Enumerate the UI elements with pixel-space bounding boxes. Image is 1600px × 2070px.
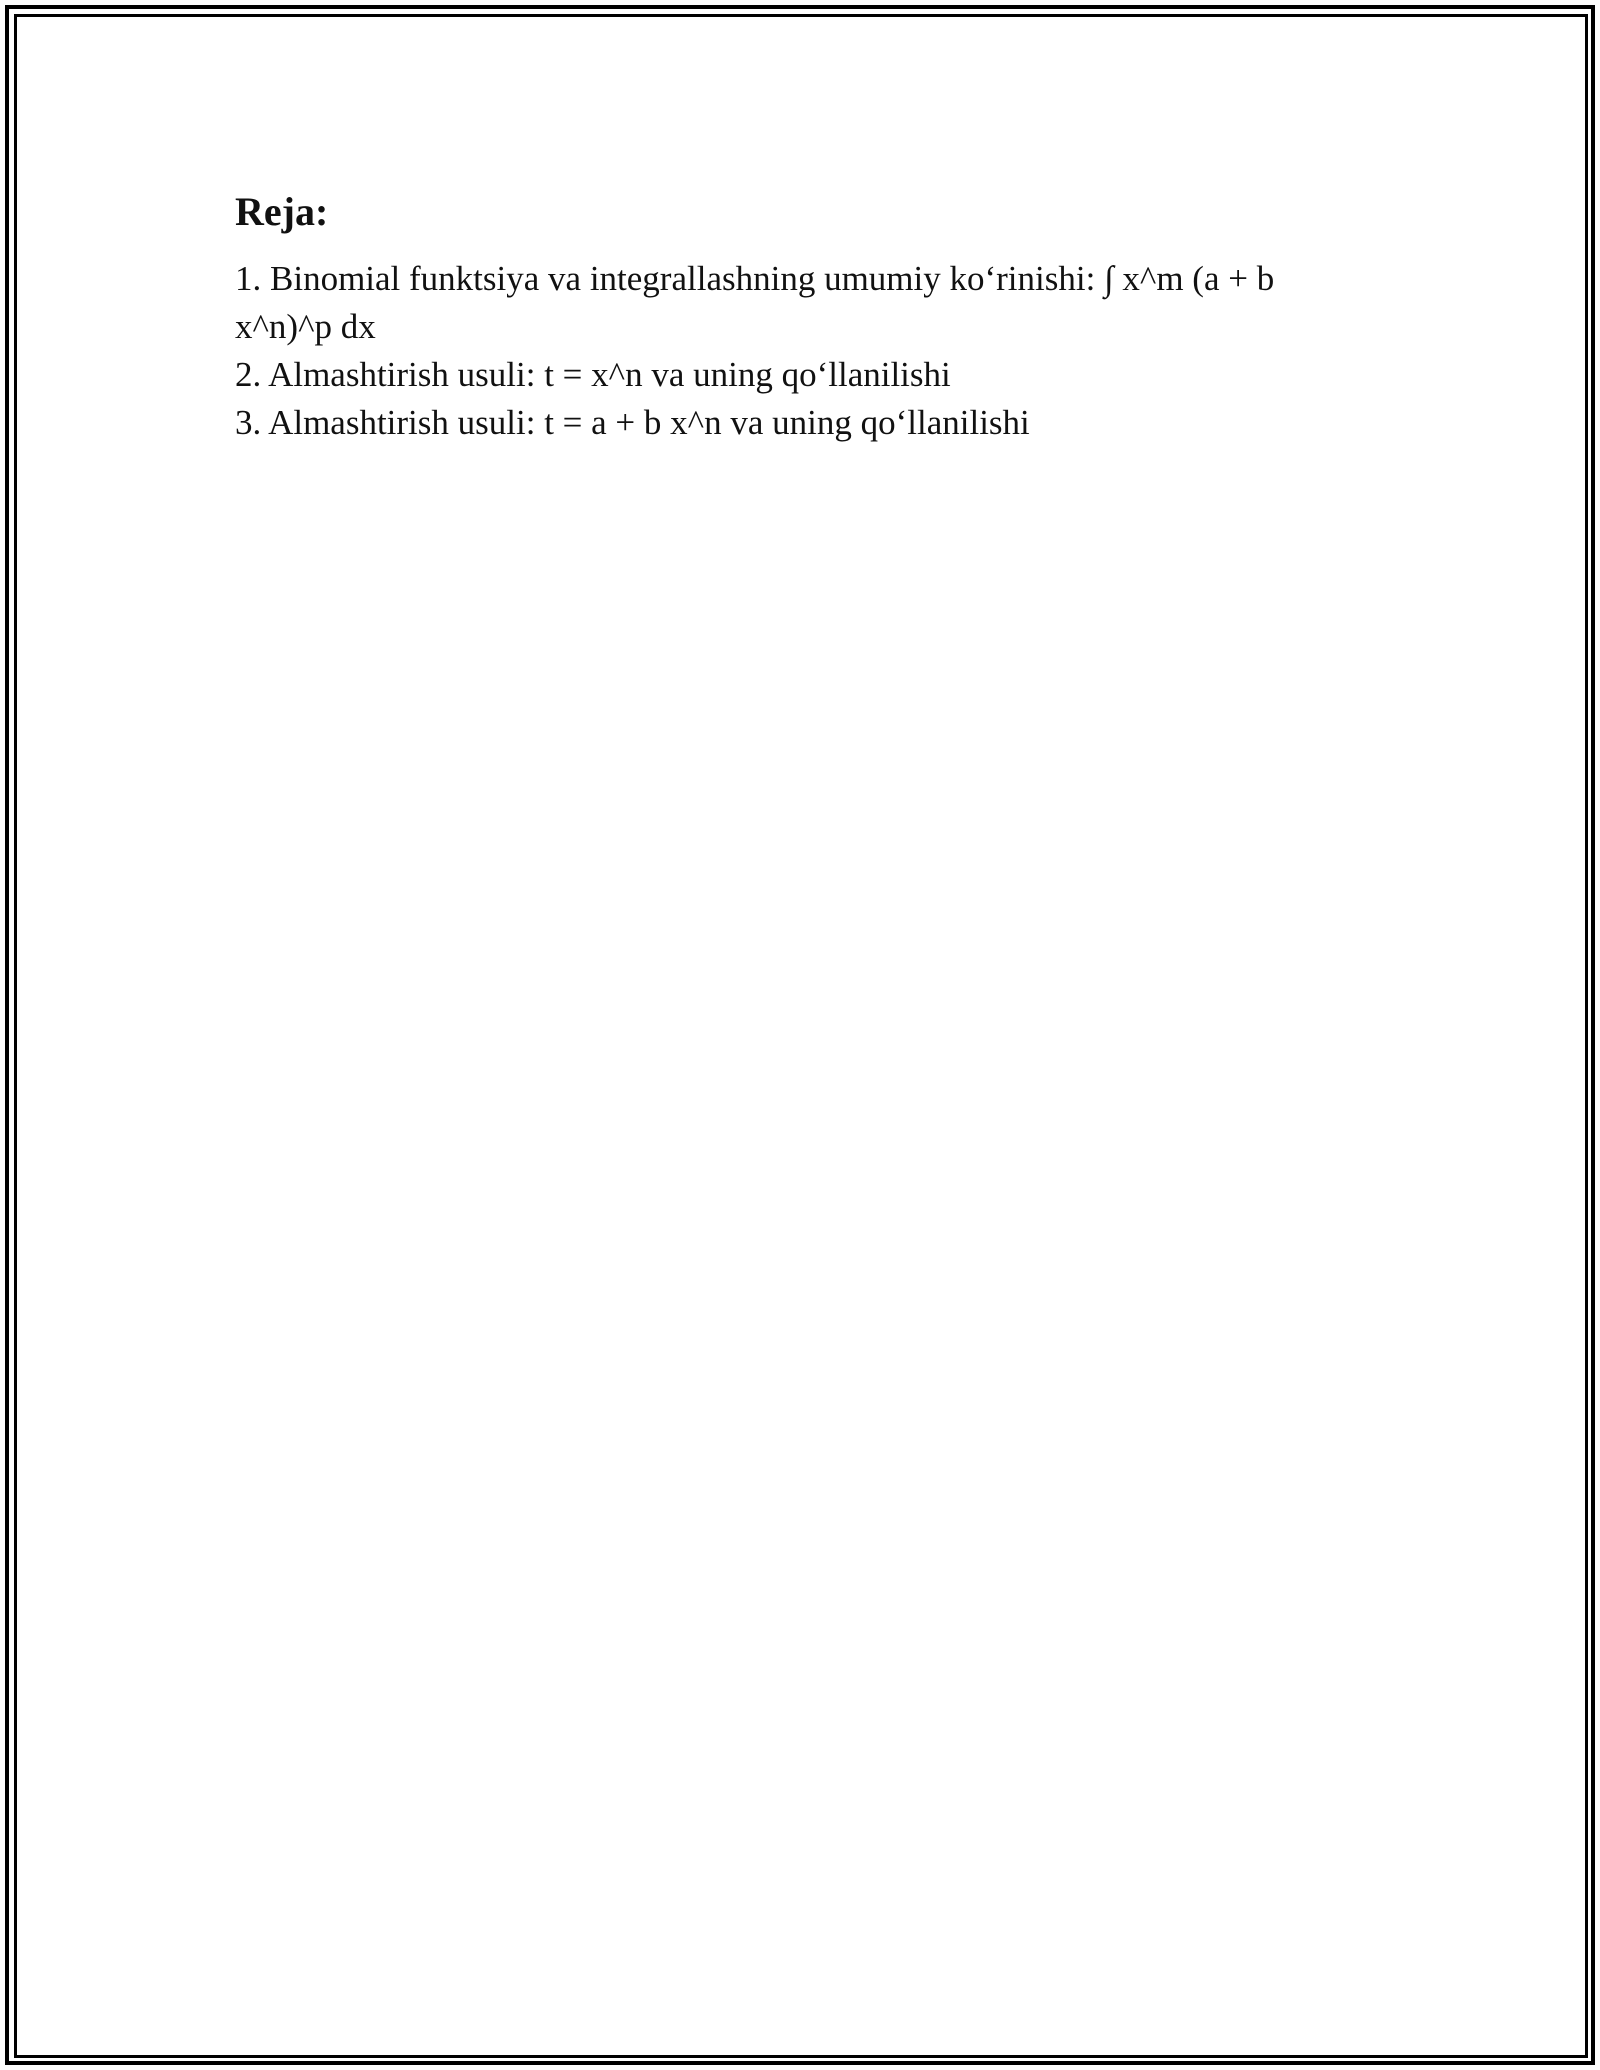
plan-item-1-line-2: x^n)^p dx [235,307,376,346]
page-title: Reja: [235,189,329,234]
plan-item-3: 3. Almashtirish usuli: t = a + b x^n va uning qo‘llanilishi [235,403,1030,442]
plan-item-1-line-1: 1. Binomial funktsiya va integrallashning umumiy ko‘rinishi: ∫ x^m (a + b [235,259,1275,298]
plan-item-1 [235,255,1365,351]
plan-item-2: 2. Almashtirish usuli: t = x^n va uning qo‘llanilishi [235,355,951,394]
page-content [235,183,1365,447]
plan-list [235,255,1365,447]
